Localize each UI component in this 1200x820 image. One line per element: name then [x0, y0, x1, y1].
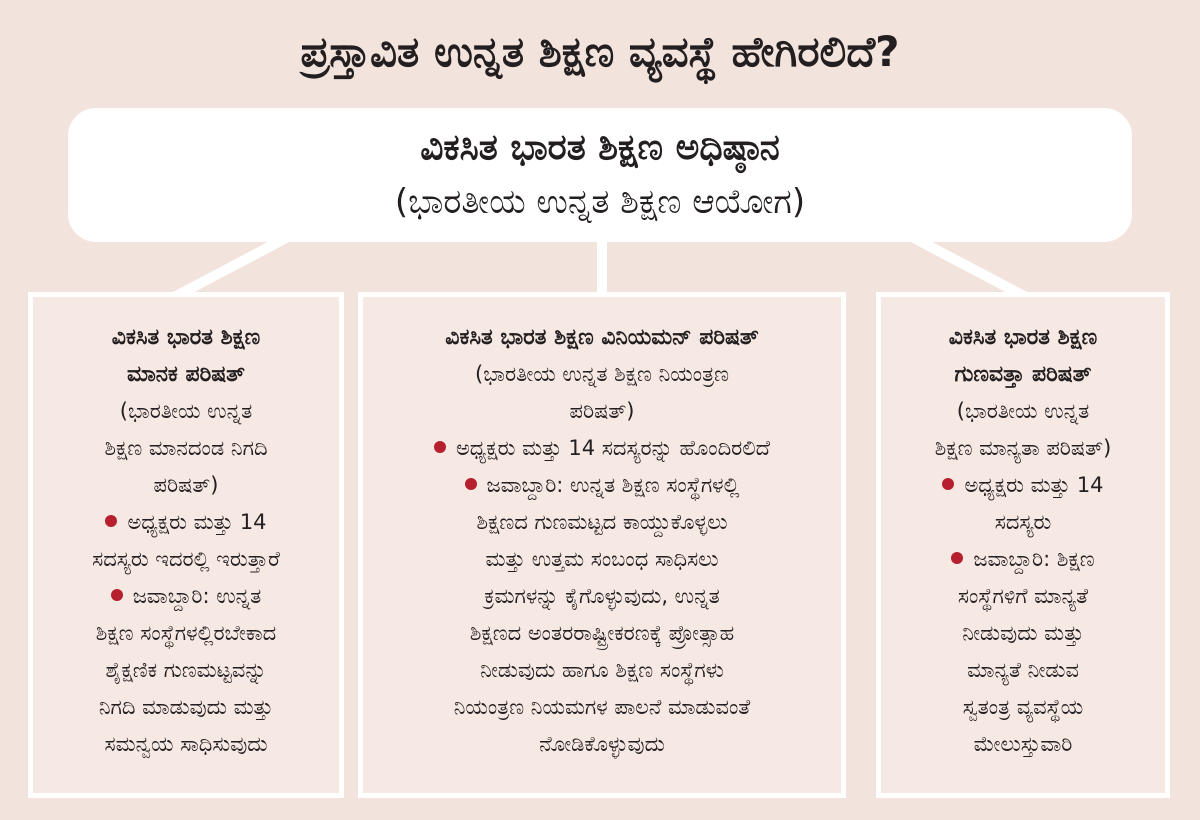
council-subtitle-line: (ಭಾರತೀಯ ಉನ್ನತ ಶಿಕ್ಷಣ ನಿಯಂತ್ರಣ	[475, 362, 729, 386]
bullet-text: ಅಧ್ಯಕ್ಷರು ಮತ್ತು 14 ಸದಸ್ಯರನ್ನು ಹೊಂದಿರಲಿದೆ	[455, 436, 771, 460]
bullet-line: ಸಂಸ್ಥೆಗಳಿಗೆ ಮಾನ್ಯತೆ	[957, 584, 1089, 608]
bullet-line: ನಿಗದಿ ಮಾಡುವುದು ಮತ್ತು	[98, 695, 274, 719]
bullet-text: ಜವಾಬ್ದಾರಿ: ಶಿಕ್ಷಣ	[973, 547, 1095, 571]
council-card-regulation	[358, 292, 846, 798]
connector-left	[176, 236, 290, 296]
bullet-text: ಜವಾಬ್ದಾರಿ: ಉನ್ನತ	[132, 584, 262, 608]
council-name-line: ವಿಕಸಿತ ಭಾರತ ಶಿಕ್ಷಣ	[948, 325, 1098, 350]
bullet-icon	[111, 589, 123, 601]
bullet-text: ಅಧ್ಯಕ್ಷರು ಮತ್ತು 14	[127, 510, 267, 534]
bullet-line	[891, 467, 1155, 504]
bullet-line	[43, 578, 329, 615]
diagram-title: ಪ್ರಸ್ತಾವಿತ ಉನ್ನತ ಶಿಕ್ಷಣ ವ್ಯವಸ್ಥೆ ಹೇಗಿರಲಿದೆ?	[300, 27, 900, 76]
bullet-icon	[942, 478, 954, 490]
bullet-line: ಶೈಕ್ಷಣಿಕ ಗುಣಮಟ್ಟವನ್ನು	[105, 658, 267, 682]
bullet-line: ನೀಡುವುದು ಮತ್ತು	[962, 621, 1084, 645]
bullet-line: ಸದಸ್ಯರು ಇದರಲ್ಲಿ ಇರುತ್ತಾರೆ	[92, 547, 280, 571]
bullet-icon	[951, 552, 963, 564]
bullet-line: ಶಿಕ್ಷಣದ ಅಂತರರಾಷ್ಟ್ರೀಕರಣಕ್ಕೆ ಪ್ರೋತ್ಸಾಹ	[469, 621, 735, 645]
connector-right	[910, 236, 1024, 296]
bullet-line: ಸ್ವತಂತ್ರ ವ್ಯವಸ್ಥೆಯ	[962, 695, 1084, 719]
council-subtitle-line: (ಭಾರತೀಯ ಉನ್ನತ	[956, 399, 1090, 423]
bullet-line	[373, 430, 831, 467]
council-subtitle-line: ಪರಿಷತ್)	[153, 473, 219, 497]
council-card-standards	[28, 292, 344, 798]
council-name-line: ಮಾನಕ ಪರಿಷತ್	[127, 362, 245, 387]
bullet-icon	[105, 515, 117, 527]
bullet-line: ಕ್ರಮಗಳನ್ನು ಕೈಗೊಳ್ಳುವುದು, ಉನ್ನತ	[484, 584, 720, 608]
council-subtitle-line: ಶಿಕ್ಷಣ ಮಾನ್ಯತಾ ಪರಿಷತ್)	[934, 436, 1112, 460]
apex-body-box	[68, 108, 1132, 242]
council-subtitle-line: ಪರಿಷತ್)	[569, 399, 635, 423]
bullet-icon	[434, 441, 446, 453]
bullet-line: ಸಮನ್ವಯ ಸಾಧಿಸುವುದು	[104, 732, 268, 756]
bullet-line: ನೀಡುವುದು ಹಾಗೂ ಶಿಕ್ಷಣ ಸಂಸ್ಥೆಗಳು	[480, 658, 724, 682]
council-name-line: ವಿಕಸಿತ ಭಾರತ ಶಿಕ್ಷಣ	[111, 325, 261, 350]
bullet-line	[43, 504, 329, 541]
council-card-quality	[876, 292, 1170, 798]
bullet-line: ಶಿಕ್ಷಣದ ಗುಣಮಟ್ಟದ ಕಾಯ್ದುಕೊಳ್ಳಲು	[476, 510, 728, 534]
apex-body-name: ವಿಕಸಿತ ಭಾರತ ಶಿಕ್ಷಣ ಅಧಿಷ್ಠಾನ	[420, 127, 780, 168]
bullet-line	[373, 467, 831, 504]
bullet-line: ಮಾನ್ಯತೆ ನೀಡುವ	[967, 658, 1079, 682]
bullet-line: ನೋಡಿಕೊಳ್ಳುವುದು	[539, 732, 665, 756]
bullet-line: ಶಿಕ್ಷಣ ಸಂಸ್ಥೆಗಳಲ್ಲಿರಬೇಕಾದ	[95, 621, 277, 645]
bullet-line: ಮೇಲುಸ್ತುವಾರಿ	[973, 732, 1073, 756]
bullet-line: ಮತ್ತು ಉತ್ತಮ ಸಂಬಂಧ ಸಾಧಿಸಲು	[485, 547, 719, 571]
bullet-line	[891, 541, 1155, 578]
council-name-line: ಗುಣವತ್ತಾ ಪರಿಷತ್	[954, 362, 1092, 387]
bullet-icon	[465, 478, 477, 490]
apex-body-subtitle: (ಭಾರತೀಯ ಉನ್ನತ ಶಿಕ್ಷಣ ಆಯೋಗ)	[394, 182, 806, 222]
bullet-text: ಅಧ್ಯಕ್ಷರು ಮತ್ತು 14	[964, 473, 1104, 497]
bullet-line: ಸದಸ್ಯರು	[994, 510, 1052, 534]
council-subtitle-line: (ಭಾರತೀಯ ಉನ್ನತ	[119, 399, 253, 423]
bullet-line: ನಿಯಂತ್ರಣ ನಿಯಮಗಳ ಪಾಲನೆ ಮಾಡುವಂತೆ	[453, 695, 751, 719]
bullet-text: ಜವಾಬ್ದಾರಿ: ಉನ್ನತ ಶಿಕ್ಷಣ ಸಂಸ್ಥೆಗಳಲ್ಲಿ	[486, 473, 740, 497]
council-subtitle-line: ಶಿಕ್ಷಣ ಮಾನದಂಡ ನಿಗದಿ	[104, 436, 268, 460]
council-name-line: ವಿಕಸಿತ ಭಾರತ ಶಿಕ್ಷಣ ವಿನಿಯಮನ್ ಪರಿಷತ್	[445, 325, 759, 350]
